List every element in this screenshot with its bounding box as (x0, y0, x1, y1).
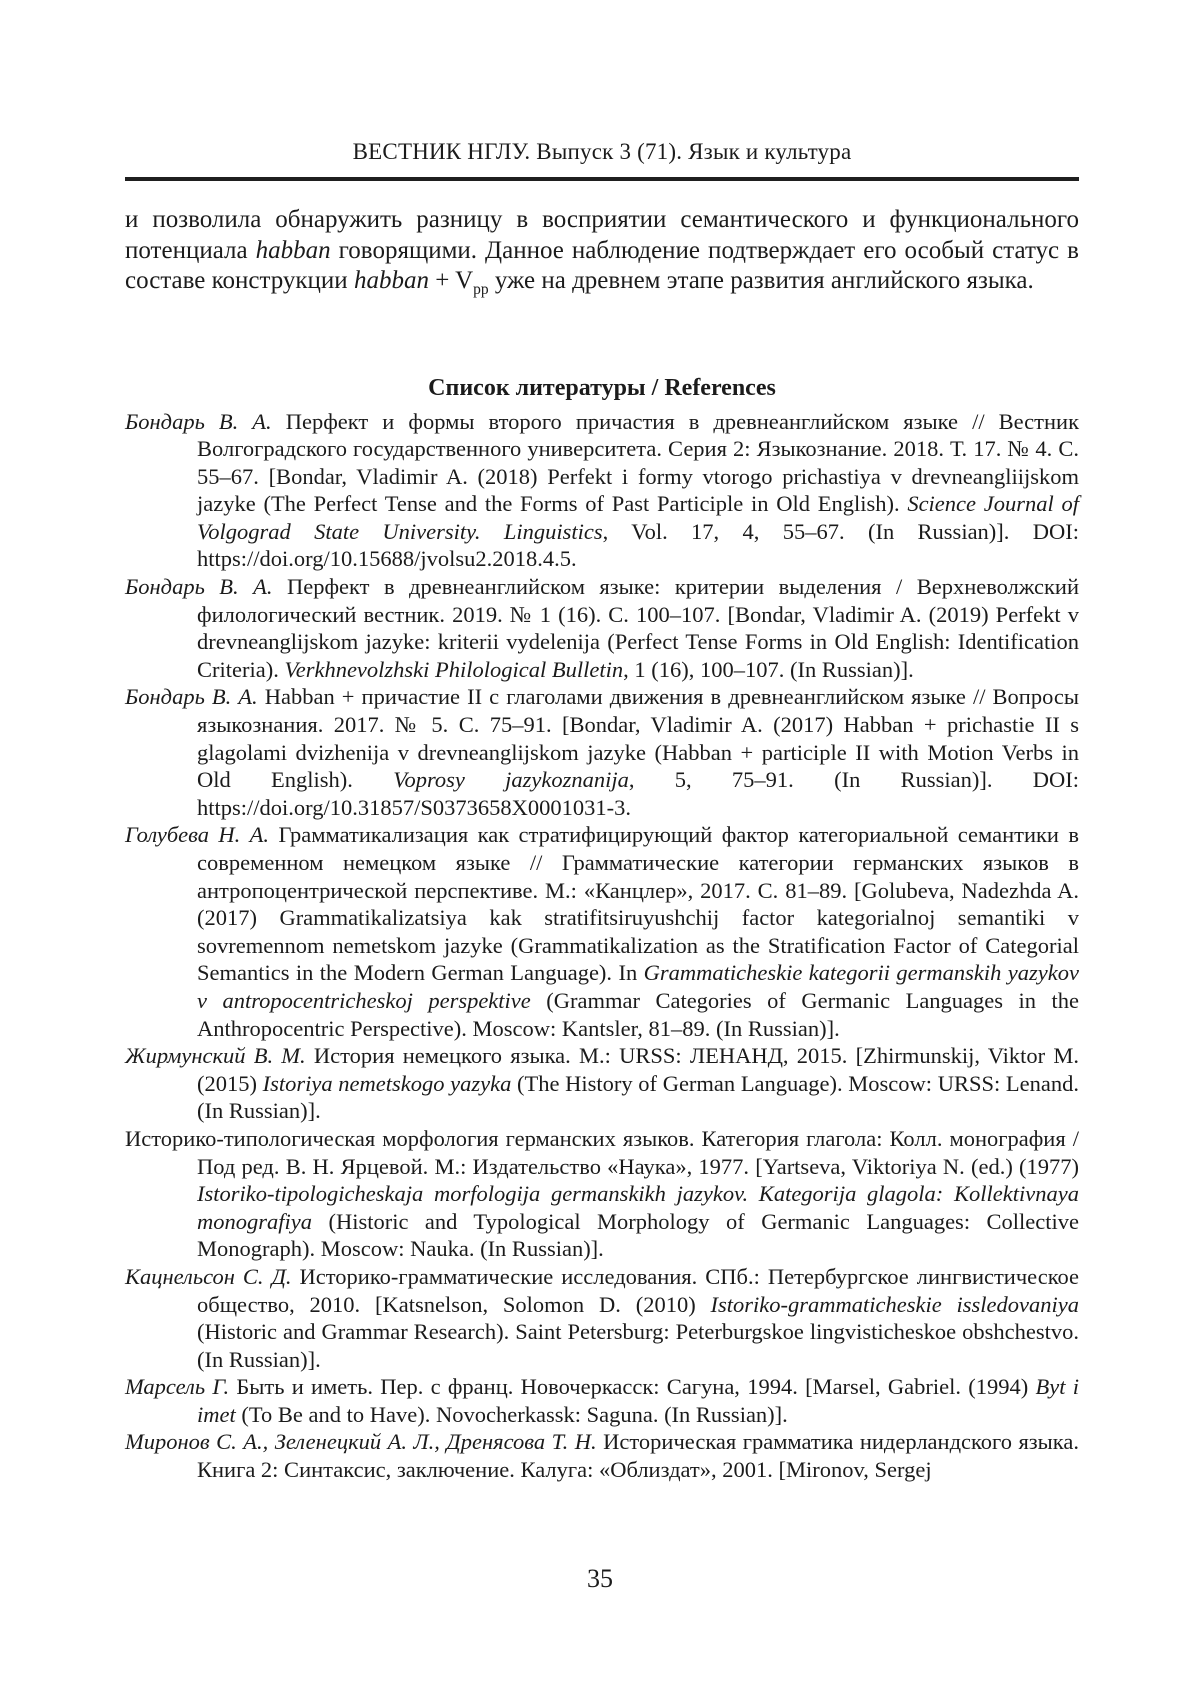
reference-entry: Историко-типологическая морфология германских языков. Категория глагола: Колл. монография / Под ред. В. Н. Ярцевой. М.: Издательство «Наука», 1977. [Yartseva, Viktoriya N. (ed.) (1977) Istoriko-tipologicheskaja morfologija germanskikh jazykov. Kategorija glagola: Kollektivnaya monografiya (Historic and Typological Morphology of Germanic Languages: Collective Monograph). Moscow: Nauka. (In Russian)]. (125, 1125, 1079, 1262)
reference-entry: Голубева Н. А. Грамматикализация как стратифицирующий фактор категориальной семантики в современном немецком языке // Грамматические категории германских языков в антропоцентрической перспективе. М.: «Канцлер», 2017. С. 81–89. [Golubeva, Nadezhda A. (2017) Grammatikalizatsiya kak stratifitsiruyushchij factor kategorialnoj semantiki v sovremennom nemetskom jazyke (Grammatikalization as the Stratification Factor of Categorial Semantics in the Modern German Language). In Grammaticheskie kategorii germanskih yazykov v antropocentricheskoj perspektive (Grammar Categories of Germanic Languages in the Anthropocentric Perspective). Moscow: Kantsler, 81–89. (In Russian)]. (125, 822, 1079, 1041)
journal-header: ВЕСТНИК НГЛУ. Выпуск 3 (71). Язык и культура (352, 139, 852, 164)
reference-entry: Марсель Г. Быть и иметь. Пер. с франц. Новочеркасск: Сагуна, 1994. [Marsel, Gabriel. (1994) Byt i imet (To Be and to Have). Novocherkassk: Saguna. (In Russian)]. (125, 1374, 1080, 1427)
references-list (125, 408, 1079, 1484)
page-number: 35 (587, 1564, 613, 1593)
header-rule (125, 177, 1079, 181)
references-heading: Список литературы / References (428, 374, 776, 401)
reference-entry: Бондарь В. А. Перфект в древнеанглийском языке: критерии выделения / Верхневолжский филологический вестник. 2019. № 1 (16). С. 100–107. [Bondar, Vladimir A. (2019) Perfekt v drevneanglijskom jazyke: kriterii vydelenija (Perfect Tense Forms in Old English: Identification Criteria). Verkhnevolzhski Philological Bulletin, 1 (16), 100–107. (In Russian)]. (125, 574, 1080, 682)
reference-entry: Жирмунский В. М. История немецкого языка. М.: URSS: ЛЕНАНД, 2015. [Zhirmunskij, Viktor M. (2015) Istoriya nemetskogo yazyka (The History of German Language). Moscow: URSS: Lenand. (In Russian)]. (125, 1043, 1079, 1124)
reference-entry: Миронов С. А., Зеленецкий А. Л., Дренясова Т. Н. Историческая грамматика нидерландского языка. Книга 2: Синтаксис, заключение. Калуга: «Облиздат», 2001. [Mironov, Sergej (125, 1429, 1080, 1483)
reference-entry: Кацнельсон С. Д. Историко-грамматические исследования. СПб.: Петербургское лингвистическое общество, 2010. [Katsnelson, Solomon D. (2010) Istoriko-grammaticheskie issledovaniya (Historic and Grammar Research). Saint Petersburg: Peterburgskoe lingvisticheskoe obshchestvo. (In Russian)]. (125, 1263, 1080, 1372)
reference-entry: Бондарь В. А. Перфект и формы второго причастия в древнеанглийском языке // Вестник Волгоградского государственного университета. Серия 2: Языкознание. 2018. Т. 17. № 4. С. 55–67. [Bondar, Vladimir A. (2018) Perfekt i formy vtorogo prichastiya v drevneangliijskom jazyke (The Perfect Tense and the Forms of Past Participle in Old English). Science Journal of Volgograd State University. Linguistics, Vol. 17, 4, 55–67. (In Russian)]. DOI: https://doi.org/10.15688/jvolsu2.2018.4.5. (125, 408, 1080, 572)
intro-paragraph: и позволила обнаружить разницу в восприятии семантического и функционального потенциала habban говорящими. Данное наблюдение подтверждает его особый статус в составе конструкции habban + $V_{pp}$ уже на древнем этапе развития английского языка. (125, 206, 1079, 298)
reference-entry: Бондарь В. А. Habban + причастие II с глаголами движения в древнеанглийском языке // Вопросы языкознания. 2017. № 5. С. 75–91. [Bondar, Vladimir A. (2017) Habban + prichastie II s glagolami dvizhenija v drevneanglijskom jazyke (Habban + participle II with Motion Verbs in Old English). Voprosy jazykoznanija, 5, 75–91. (In Russian)]. DOI: https://doi.org/10.31857/S0373658X0001031-3. (125, 684, 1079, 820)
